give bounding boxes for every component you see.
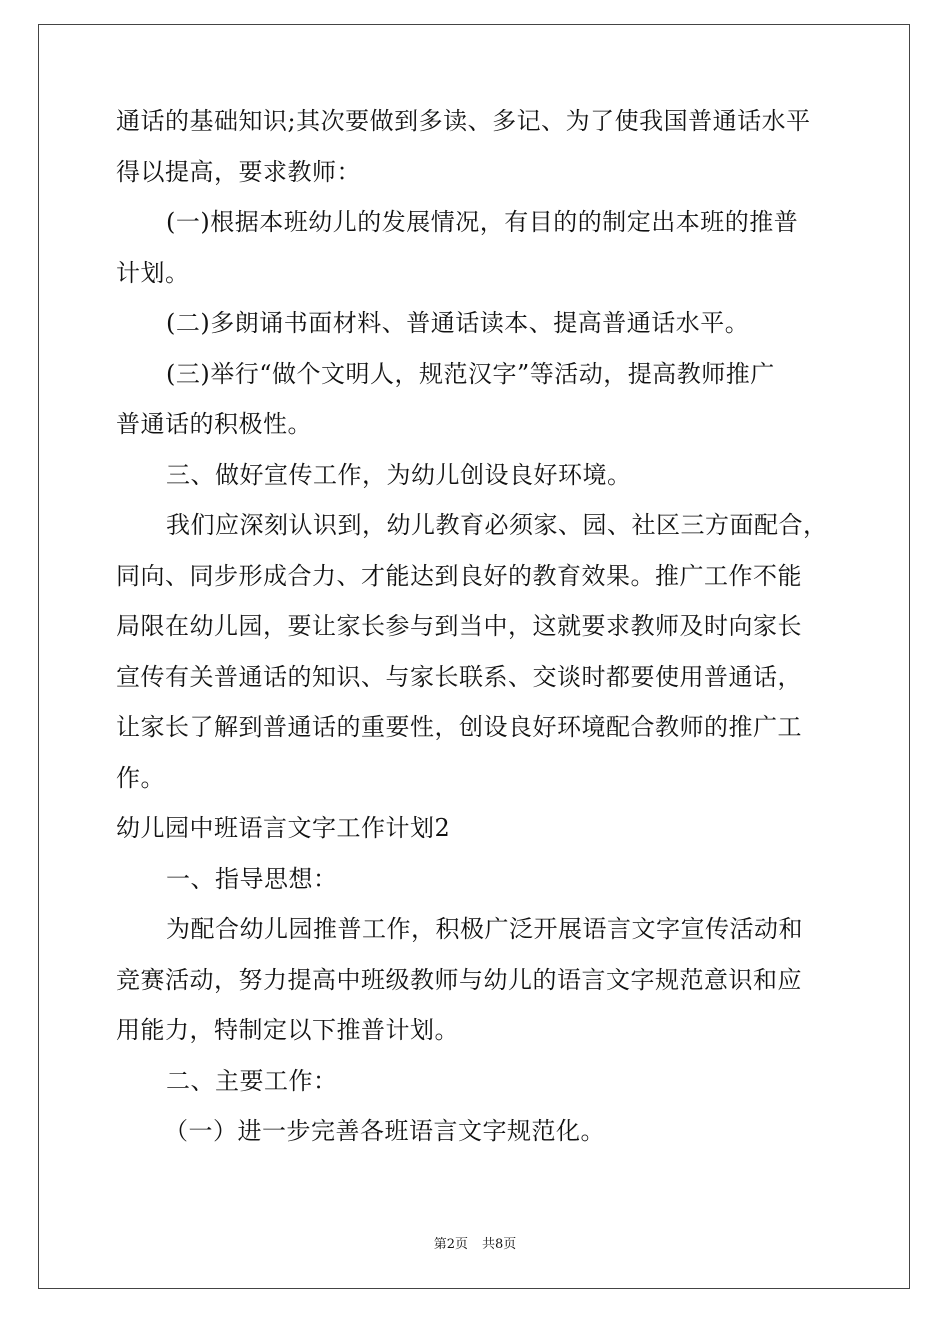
page-total: 共8页 [482,1237,517,1252]
section-heading: 一、指导思想： [166,864,338,893]
text-line: 让家长了解到普通话的重要性，创设良好环境配合教师的推广工 [116,713,802,741]
text-line: 作。 [116,763,165,792]
text-line: 同向、同步形成合力、才能达到良好的教育效果。推广工作不能 [116,561,802,590]
document-title: 幼儿园中班语言文字工作计划2 [116,814,451,842]
paragraph-start: 我们应深刻认识到，幼儿教育必须家、园、社区三方面配合， [166,511,828,539]
text-line: 得以提高，要求教师： [116,157,361,186]
paragraph-start: 为配合幼儿园推普工作，积极广泛开展语言文字宣传活动和 [166,915,803,943]
document-body [116,96,836,1157]
text-line: 局限在幼儿园，要让家长参与到当中，这就要求教师及时向家长 [116,612,802,640]
page-number: 第2页 [433,1237,468,1252]
text-line: 普通话的积极性。 [116,410,312,438]
text-line: 宣传有关普通话的知识、与家长联系、交谈时都要使用普通话， [116,662,802,691]
text-line: 用能力，特制定以下推普计划。 [116,1016,459,1044]
list-item: （一）进一步完善各班语言文字规范化。 [164,1117,605,1145]
list-item: (一)根据本班幼儿的发展情况，有目的的制定出本班的推普 [166,208,799,236]
list-item: (二)多朗诵书面材料、普通话读本、提高普通话水平。 [166,309,750,337]
text-line: 通话的基础知识;其次要做到多读、多记、为了使我国普通话水平 [116,107,811,135]
text-line: 竞赛活动，努力提高中班级教师与幼儿的语言文字规范意识和应 [116,965,802,994]
section-heading: 三、做好宣传工作，为幼儿创设良好环境。 [166,460,632,489]
list-item: (三)举行“做个文明人，规范汉字”等活动，提高教师推广 [166,359,775,388]
section-heading: 二、主要工作： [166,1066,338,1095]
text-line: 计划。 [116,258,190,287]
page-footer [0,1233,950,1252]
